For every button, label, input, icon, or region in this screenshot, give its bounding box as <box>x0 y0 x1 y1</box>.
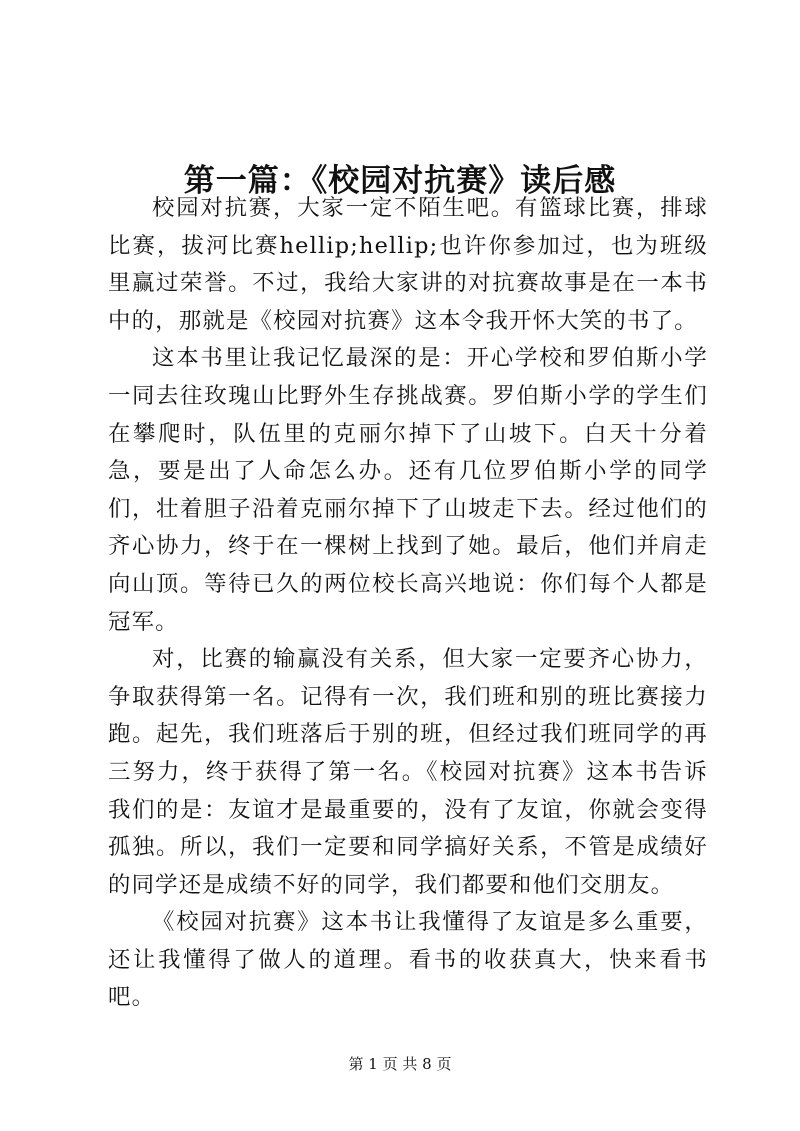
page-footer: 第 1 页 共 8 页 <box>348 1055 452 1073</box>
paragraph-3: 对，比赛的输赢没有关系，但大家一定要齐心协力，争取获得第一名。记得有一次，我们班和别的班比赛接力跑。起先，我们班落后于别的班，但经过我们班同学的再三努力，终于获得了第一名。《校园对抗赛》这本书告诉我们的是：友谊才是最重要的，没有了友谊，你就会变得孤独。所以，我们一定要和同学搞好关系，不管是成绩好的同学还是成绩不好的同学，我们都要和他们交朋友。 <box>108 646 708 898</box>
document-body <box>108 190 708 1017</box>
paragraph-1: 校园对抗赛，大家一定不陌生吧。有篮球比赛，排球比赛，拔河比赛hellip;hellip;也许你参加过，也为班级里赢过荣誉。不过，我给大家讲的对抗赛故事是在一本书中的，那就是《校园对抗赛》这本令我开怀大笑的书了。 <box>108 195 708 334</box>
paragraph-4: 《校园对抗赛》这本书让我懂得了友谊是多么重要，还让我懂得了做人的道理。看书的收获真大，快来看书吧。 <box>108 909 708 1011</box>
paragraph-2: 这本书里让我记忆最深的是：开心学校和罗伯斯小学一同去往玫瑰山比野外生存挑战赛。罗伯斯小学的学生们在攀爬时，队伍里的克丽尔掉下了山坡下。白天十分着急，要是出了人命怎么办。还有几位罗伯斯小学的同学们，壮着胆子沿着克丽尔掉下了山坡走下去。经过他们的齐心协力，终于在一棵树上找到了她。最后，他们并肩走向山顶。等待已久的两位校长高兴地说：你们每个人都是冠军。 <box>108 345 708 635</box>
page-title: 第一篇：《校园对抗赛》读后感 <box>183 162 617 199</box>
